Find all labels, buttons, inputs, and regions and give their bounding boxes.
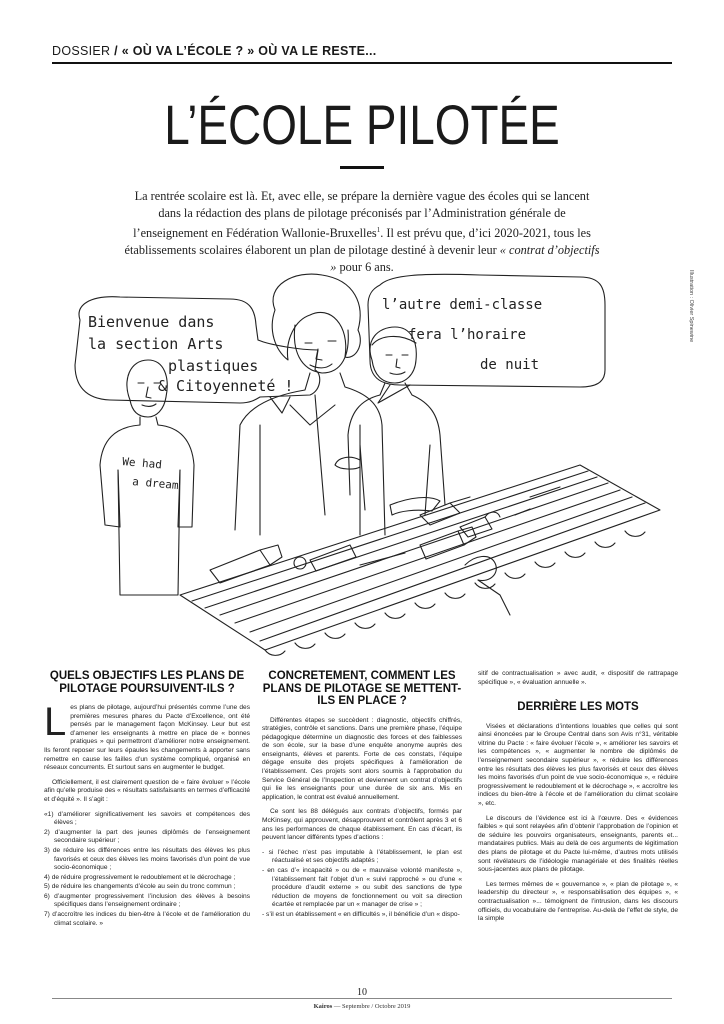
magazine-name: Kairos — [313, 1003, 333, 1010]
col3-heading: DERRIÈRE LES MOTS — [517, 701, 639, 714]
title-underline — [340, 166, 384, 169]
bubble-right-line-2: fera l’horaire — [408, 327, 527, 343]
column-2 — [262, 670, 462, 926]
illustration — [60, 265, 680, 660]
tshirt-line-1: We had — [121, 455, 163, 472]
col2-heading: CONCRETEMENT, COMMENT LES PLANS DE PILOTAGE SE METTENT-ILS EN PLACE ? — [262, 670, 462, 707]
speech-bubble-left-tail — [270, 397, 290, 413]
page-number: 10 — [357, 987, 367, 998]
bubble-right-line-3: de nuit — [480, 357, 540, 373]
footer-info — [0, 1003, 724, 1010]
section-subtitle: / « OÙ VA L’ÉCOLE ? » OÙ VA LE RESTE... — [110, 44, 377, 58]
action-item: - s’il est un établissement « en difficultés », il bénéficie d’un « dispo- — [262, 910, 460, 918]
objectives-list — [44, 811, 250, 929]
footer-divider — [52, 998, 672, 999]
col1-paragraph-2: Officiellement, il est clairement question de « faire évoluer » l’école afin qu’elle produise des « résultats satisfaisants en termes d’efficacité et d’équité ». Il s’agit : — [44, 778, 250, 803]
intro-text-3: pour 6 ans. — [336, 260, 394, 275]
col1-paragraph-1-text: es plans de pilotage, aujourd’hui présentés comme l’une des premières mesures phares du Pacte d’Excellence, ont été pensés par le management façon McKinsey. Leur but est d’amener les enseignants à mettre en place de « bonnes pratiques » qui permettront d’améliorer notre enseignement. Ils feront reposer sur leurs épaules les changements à apporter sans remettre en cause les failles d’un système compliqué, organisé en réseaux concurrents. Et surtout sans en augmenter le budget. — [44, 704, 250, 772]
objective-item: 3) de réduire les différences entre les résultats des élèves les plus favorisés et ceux des élèves les moins favorisés d’un point de vue socio-économique ; — [44, 846, 250, 872]
bubble-left-line-4: & Citoyenneté ! — [158, 377, 294, 395]
credit-text: Illustration : Olivier Spinewine — [688, 270, 694, 343]
objective-item: 6) d’augmenter progressivement l’inclusion des élèves à besoins spécifiques dans l’enseignement ordinaire ; — [44, 892, 250, 909]
boy-right-figure — [348, 327, 445, 515]
intro-footnote-ref: 1 — [376, 226, 381, 234]
objective-item: 7) d’accroître les indices du bien-être à l’école et de l’amélioration du climat scolaire. » — [44, 911, 250, 927]
conveyor-belt — [180, 465, 660, 655]
col3-paragraph-1: Visées et déclarations d’intentions louables que celles qui sont ainsi énoncées par le Groupe Central dans son Avis n°31, véritable vitrine du Pacte : « faire évoluer l’école », « améliorer les savoirs et les compétences », « augmenter le nombre de diplômés de l’enseignement secondaire supérieur », « réduire les différences entre les résultats des élèves les plus favorisés et ceux des élèves les moins favorisés d’un point de vue socio-économique », « réduire progressivement le redoublement et le décrochage », « accroître les indices du bien-être à l’école et de l’amélioration du climat scolaire », etc. — [478, 722, 678, 808]
intro-paragraph — [122, 188, 602, 276]
header-divider — [52, 62, 672, 64]
intro-text-2: . Il est prévu que, d’ici 2020-2021, tous les établissements scolaires élaborent un plan de pilotage destiné à devenir leur — [124, 226, 591, 258]
section-label: DOSSIER — [52, 44, 111, 58]
objective-item: «1) d’améliorer significativement les savoirs et compétences des élèves ; — [44, 810, 250, 827]
objective-item: 2) d’augmenter la part des jeunes diplômés de l’enseignement secondaire supérieur ; — [44, 828, 250, 845]
tshirt-line-2: a dream — [131, 475, 180, 493]
col1-paragraph-1 — [44, 700, 250, 773]
action-item: - si l’échec n’est pas imputable à l’établissement, le plan est réactualisé et ses objectifs adaptés ; — [262, 848, 462, 865]
objective-item: 5) de réduire les changements d’école au sein du tronc commun ; — [44, 883, 236, 891]
bubble-left-line-2: la section Arts — [88, 335, 224, 353]
issue-date: — Septembre / Octobre 2019 — [332, 1003, 411, 1010]
column-1 — [44, 670, 250, 934]
column-3 — [478, 670, 678, 930]
action-item: - en cas d’« incapacité » ou de « mauvaise volonté manifeste », l’établissement fait l’objet d’un « suivi rapproché » ou d’une « procédure d’audit externe » ou subit des sanctions de type réduction de moyens de fonctionnement ou voit sa direction écartée et remplacée par un « manager de crise » ; — [262, 867, 462, 909]
col2-paragraph-2: Ce sont les 88 délégués aux contrats d’objectifs, formés par McKinsey, qui approuvent, désapprouvent et contrôlent après 3 et 6 ans les performances de chaque établissement. En cas d’écart, ils peuvent lancer différents types d’actions : — [262, 808, 462, 842]
illustration-credit — [684, 270, 696, 360]
actions-list — [262, 849, 462, 920]
intro-text-1: La rentrée scolaire est là. Et, avec elle, se prépare la dernière vague des écoles qui se lancent dans la rédaction des plans de pilotage préconisés par l’Administration générale de l’enseignement en Fédération Wallonie-Bruxelles — [133, 189, 590, 241]
drop-cap: L — [44, 700, 67, 744]
col3-continuation: sitif de contractualisation » avec audit, « dispositif de rattrapage spécifique », « évaluation annuelle ». — [478, 670, 678, 686]
objective-item: 4) de réduire progressivement le redoublement et le décrochage ; — [44, 873, 236, 881]
intro-italic: « contrat d’objectifs » — [330, 243, 600, 275]
bubble-left-line-1: Bienvenue dans — [88, 313, 215, 331]
col3-paragraph-3: Les termes mêmes de « gouvernance », « plan de pilotage », « leadership du directeur », « responsabilisation des équipes », « contractualisation »... témoignent de l’intrusion, dans les discours officiels, du vocabulaire de l’entreprise. Au-delà de l’effet de style, de la simple — [478, 880, 678, 923]
bubble-right-line-1: l’autre demi-classe — [382, 297, 543, 313]
woman-figure — [235, 274, 385, 535]
col1-heading: QUELS OBJECTIFS LES PLANS DE PILOTAGE POURSUIVENT-ILS ? — [49, 670, 245, 695]
col3-paragraph-2: Le discours de l’évidence est ici à l’œuvre. Des « évidences faibles » qui sont relayées afin d’obtenir l’approbation de l’opinion et de séduire les pouvoirs organisateurs, enseignants, parents et... mandataires publics. Mais au delà de ces arguments de légitimation des plans de pilotage et du Pacte lui-même, d’autres mots utilisés sont révélateurs de l’idéologie managériale et des finalités réelles sous-jacentes aux plans de pilotage. — [478, 814, 678, 874]
bubble-left-line-3: plastiques — [168, 357, 259, 375]
col2-paragraph-1: Différentes étapes se succèdent : diagnostic, objectifs chiffrés, stratégies, contrôle et sanctions. Dans une première phase, l’équipe pédagogique détermine un diagnostic des forces et des faiblesses de son école, sur la base d’une enquête anonyme auprès des enseignants, élèves et parents. Forte de ces constats, l’équipe dégage ensuite des projets spécifiques à l’amélioration de l’établissement. Ces projets sont alors soumis à l’approbation du Service Général de l’Inspection et deviennent un contrat d’objectifs qui lie les enseignants pour une durée de six ans. Mis en application, le contrat est évalué annuellement. — [262, 716, 462, 801]
section-header — [52, 44, 377, 58]
page-title: L’ÉCOLE PILOTÉE — [164, 93, 560, 156]
